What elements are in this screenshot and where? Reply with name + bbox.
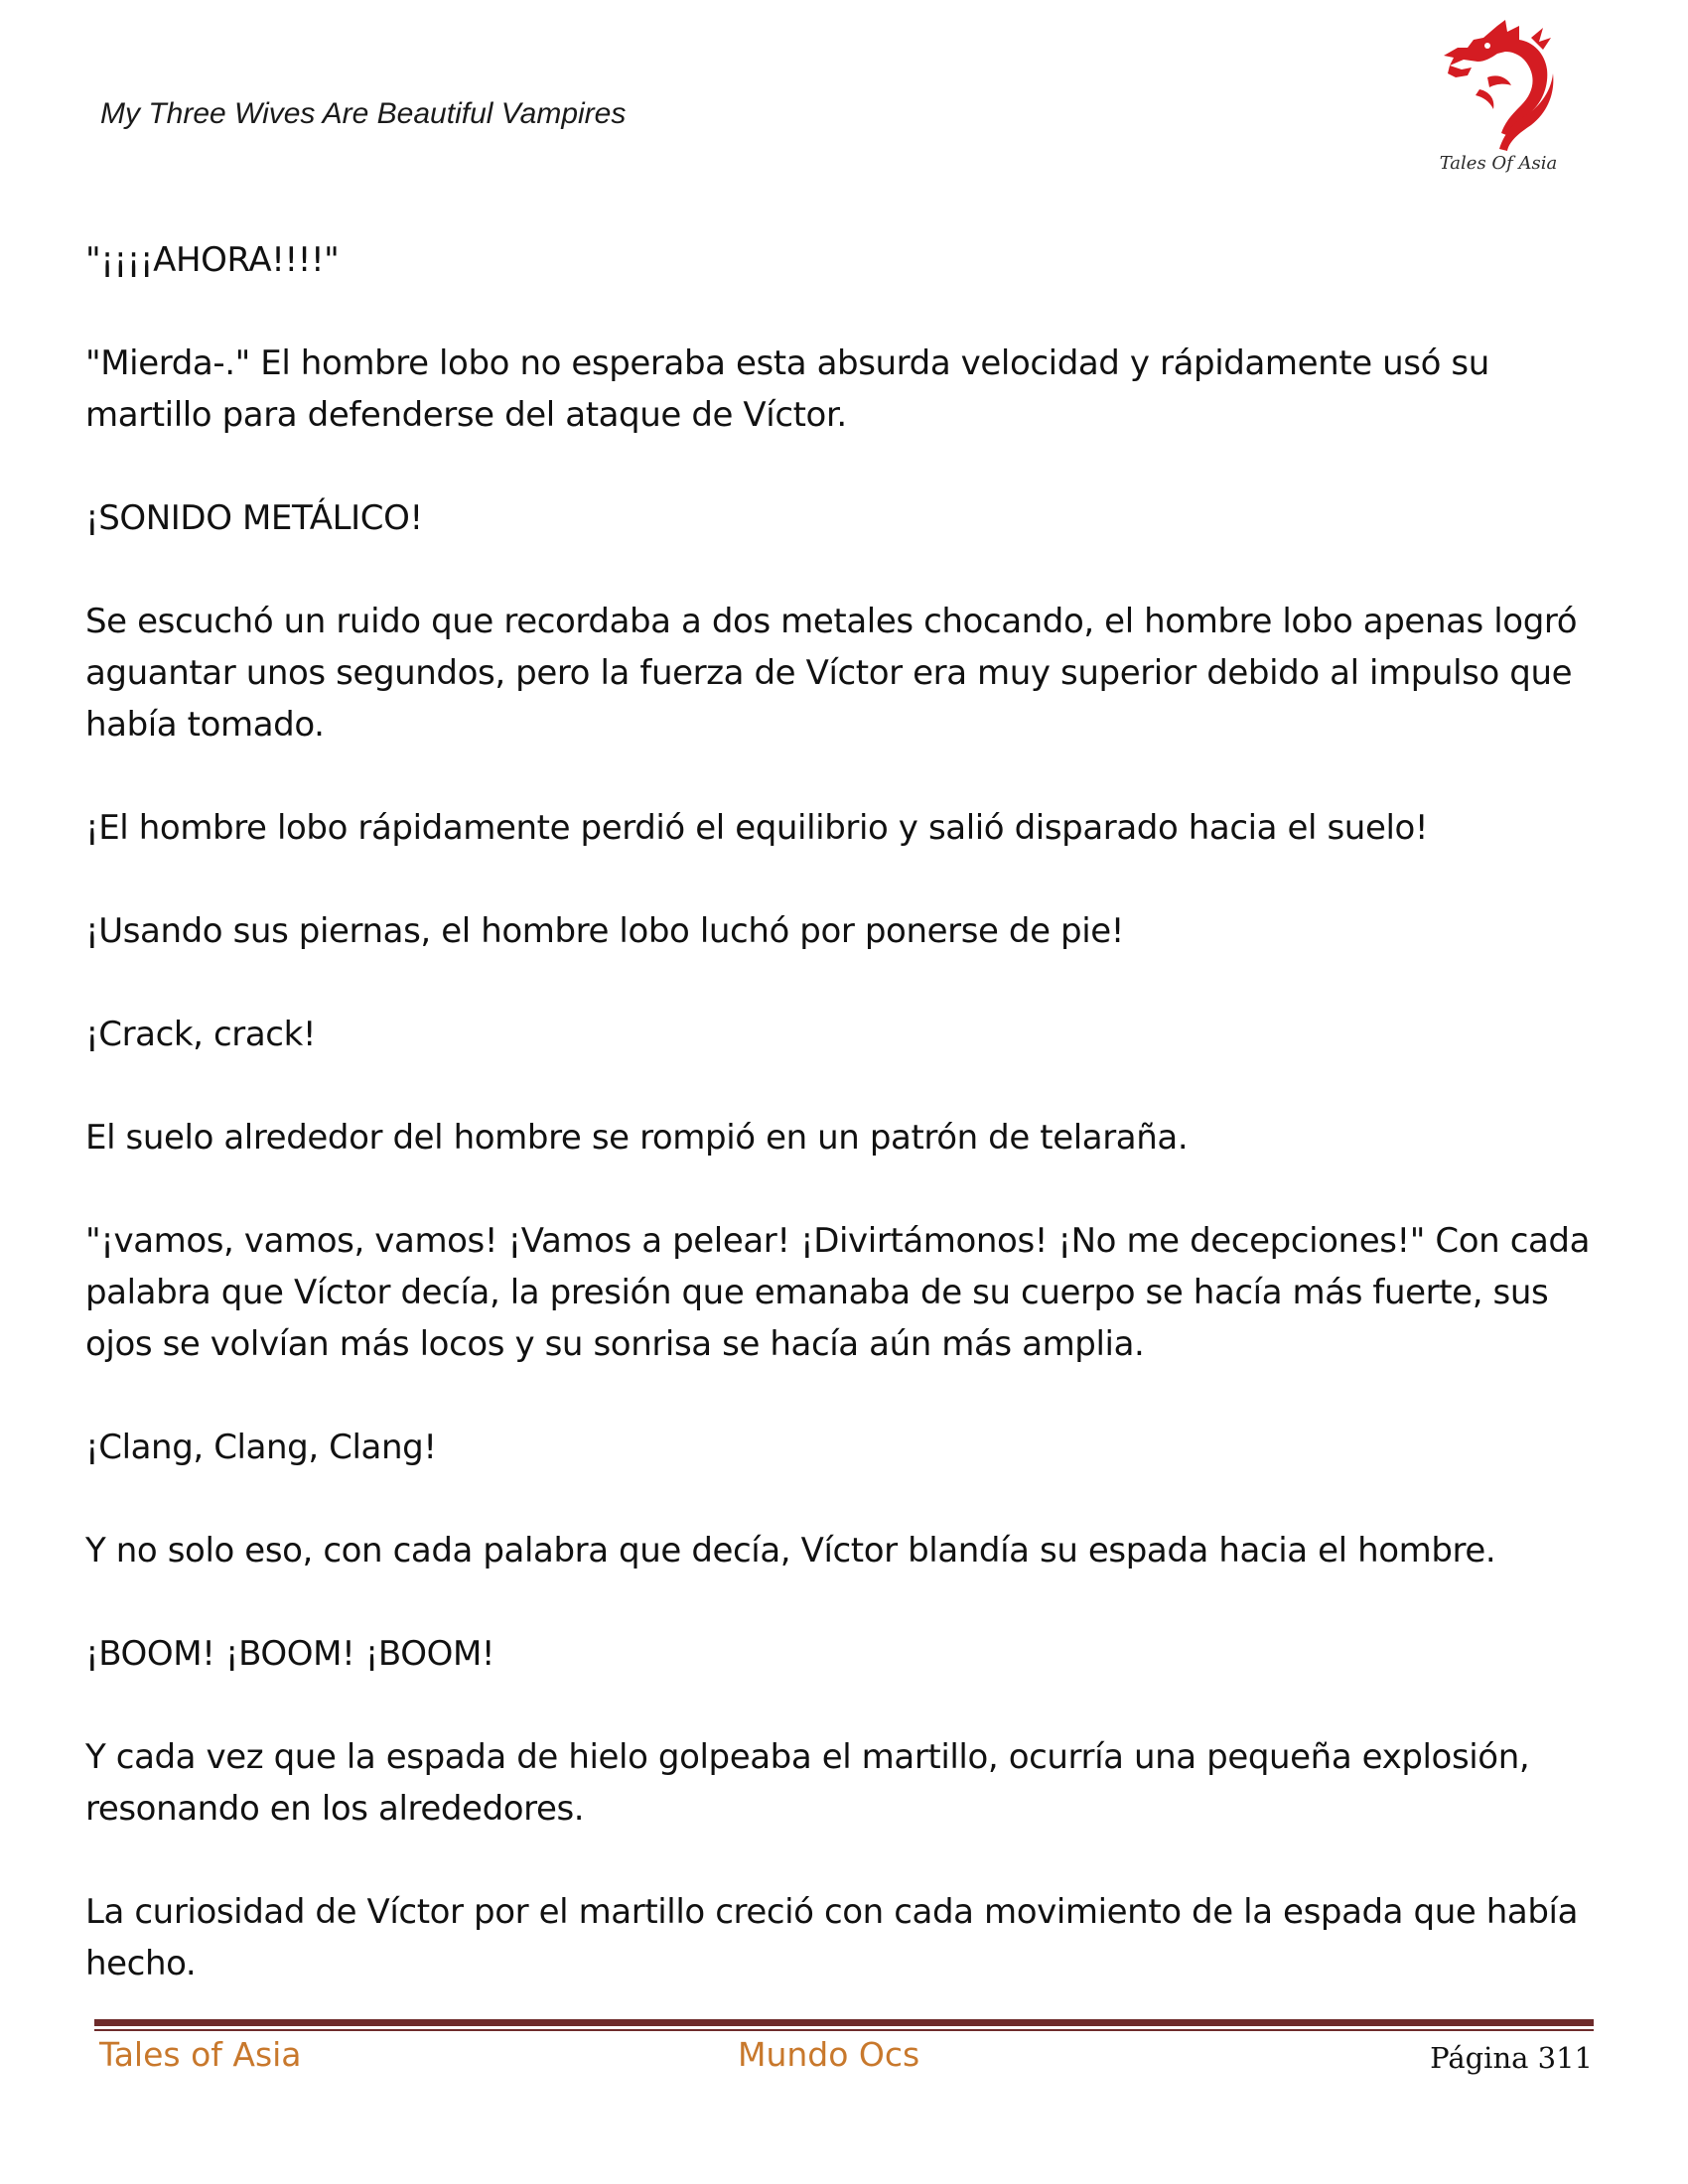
footer-divider-thin <box>94 2029 1594 2031</box>
chapter-body <box>85 234 1615 2041</box>
paragraph: Se escuchó un ruido que recordaba a dos metales chocando, el hombre lobo apenas logró aguantar unos segundos, pero la fuerza de Víctor era muy superior debido al impulso que había tomado. <box>85 602 1578 745</box>
paragraph: ¡Crack, crack! <box>85 1015 317 1054</box>
paragraph: ¡Clang, Clang, Clang! <box>85 1428 437 1467</box>
paragraph: ¡SONIDO METÁLICO! <box>85 498 423 538</box>
footer-publisher: Tales of Asia <box>99 2035 302 2074</box>
footer-section: Mundo Ocs <box>738 2035 920 2074</box>
paragraph: Y no solo eso, con cada palabra que decía, Víctor blandía su espada hacia el hombre. <box>85 1531 1496 1570</box>
paragraph: ¡BOOM! ¡BOOM! ¡BOOM! <box>85 1634 495 1674</box>
paragraph: ¡Usando sus piernas, el hombre lobo luchó por ponerse de pie! <box>85 911 1125 951</box>
red-dragon-logo-icon <box>1428 18 1569 157</box>
paragraph: "¡¡¡¡AHORA!!!!" <box>85 240 340 280</box>
page-number: Página 311 <box>1430 2041 1593 2075</box>
paragraph: El suelo alrededor del hombre se rompió en un patrón de telaraña. <box>85 1118 1189 1158</box>
logo-text: Tales Of Asia <box>1439 153 1558 174</box>
paragraph: "¡vamos, vamos, vamos! ¡Vamos a pelear! ¡Divirtámonos! ¡No me decepciones!" Con cada palabra que Víctor decía, la presión que emanaba de su cuerpo se hacía más fuerte, sus ojos se volvían más locos y su sonrisa se hacía aún más amplia. <box>85 1221 1591 1364</box>
footer-divider-thick <box>94 2019 1594 2026</box>
book-title: My Three Wives Are Beautiful Vampires <box>100 97 627 130</box>
paragraph: ¡El hombre lobo rápidamente perdió el equilibrio y salió disparado hacia el suelo! <box>85 808 1429 848</box>
tales-of-asia-logo <box>1428 18 1569 179</box>
paragraph: "Mierda-." El hombre lobo no esperaba esta absurda velocidad y rápidamente usó su martillo para defenderse del ataque de Víctor. <box>85 343 1489 435</box>
paragraph: Y cada vez que la espada de hielo golpeaba el martillo, ocurría una pequeña explosión, resonando en los alrededores. <box>85 1737 1530 1829</box>
paragraph: La curiosidad de Víctor por el martillo creció con cada movimiento de la espada que había hecho. <box>85 1892 1579 1983</box>
